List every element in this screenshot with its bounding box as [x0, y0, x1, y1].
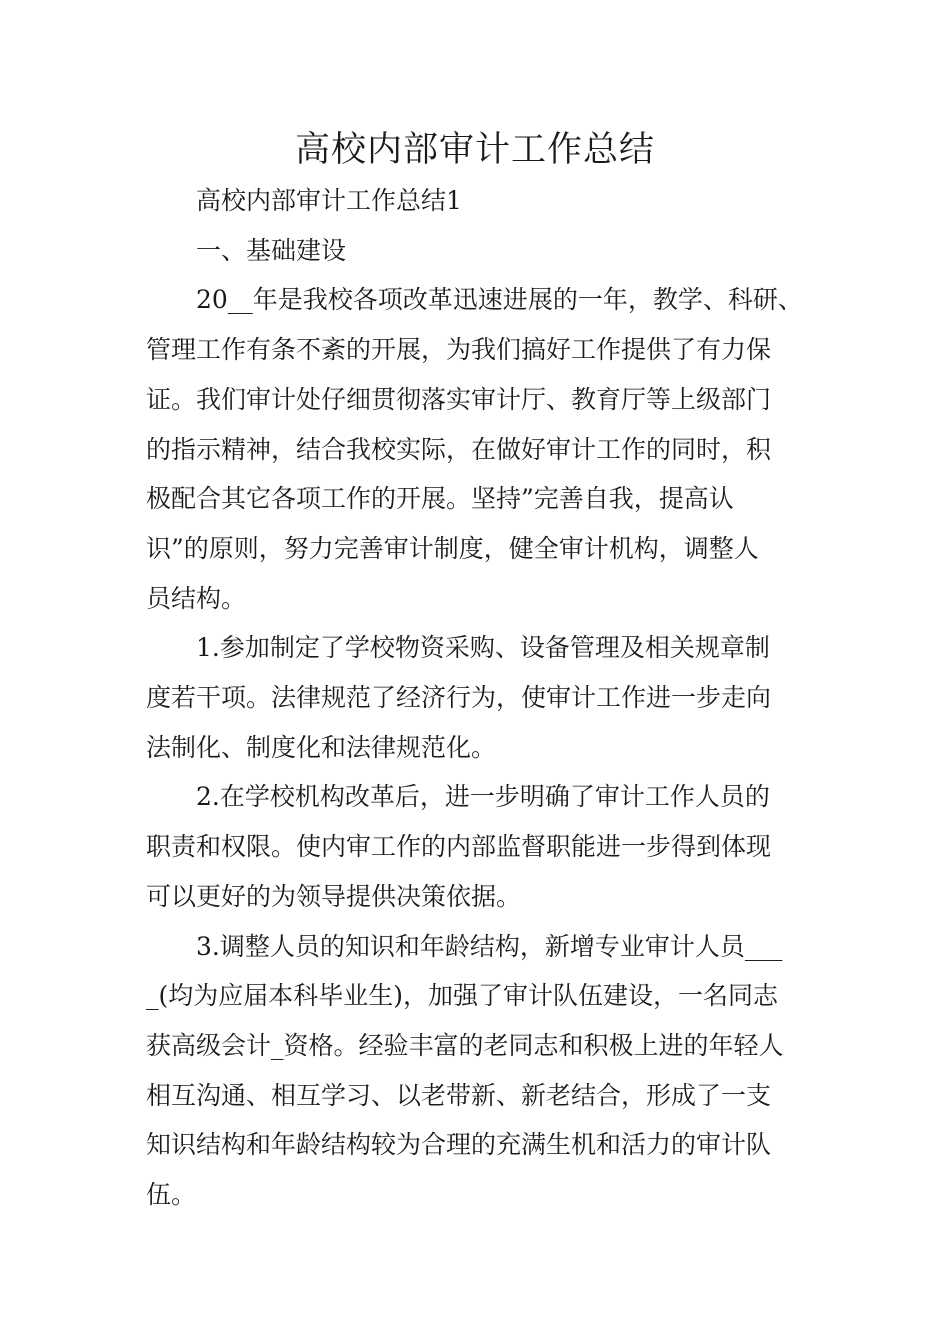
text-line: 20__年是我校各项改革迅速进展的一年，教学、科研、 [196, 285, 803, 315]
subtitle: 高校内部审计工作总结1 [196, 186, 462, 215]
paragraph-intro [146, 275, 806, 623]
text-line: _(均为应届本科毕业生)，加强了审计队伍建设，一名同志 [146, 981, 779, 1011]
section-heading: 一、基础建设 [196, 235, 347, 265]
text-line: 识”的原则，努力完善审计制度，健全审计机构，调整人 [146, 533, 759, 563]
text-line: 的指示精神，结合我校实际，在做好审计工作的同时，积 [146, 434, 772, 464]
text-line: 3.调整人员的知识和年龄结构，新增专业审计人员___ [196, 931, 783, 961]
text-line: 职责和权限。使内审工作的内部监督职能进一步得到体现 [146, 832, 772, 862]
paragraph-item-2 [146, 772, 806, 921]
text-line: 1.参加制定了学校物资采购、设备管理及相关规章制 [196, 633, 770, 663]
document-body [146, 176, 806, 1220]
text-line: 度若干项。法律规范了经济行为，使审计工作进一步走向 [146, 683, 772, 713]
text-line: 管理工作有条不紊的开展，为我们搞好工作提供了有力保 [146, 335, 772, 365]
paragraph-item-3 [146, 922, 806, 1220]
text-line: 知识结构和年龄结构较为合理的充满生机和活力的审计队 [146, 1130, 772, 1160]
text-line: 获高级会计_资格。经验丰富的老同志和积极上进的年轻人 [146, 1030, 784, 1060]
text-line: 伍。 [146, 1180, 197, 1210]
paragraph-item-1 [146, 623, 806, 772]
text-line: 证。我们审计处仔细贯彻落实审计厅、教育厅等上级部门 [146, 384, 772, 414]
text-line: 相互沟通、相互学习、以老带新、新老结合，形成了一支 [146, 1080, 772, 1110]
text-line: 可以更好的为领导提供决策依据。 [146, 881, 522, 911]
document-title: 高校内部审计工作总结 [294, 130, 655, 170]
text-line: 2.在学校机构改革后，进一步明确了审计工作人员的 [196, 782, 770, 812]
text-line: 极配合其它各项工作的开展。坚持”完善自我，提高认 [146, 484, 734, 514]
text-line: 法制化、制度化和法律规范化。 [146, 732, 497, 762]
text-line: 员结构。 [146, 583, 247, 613]
